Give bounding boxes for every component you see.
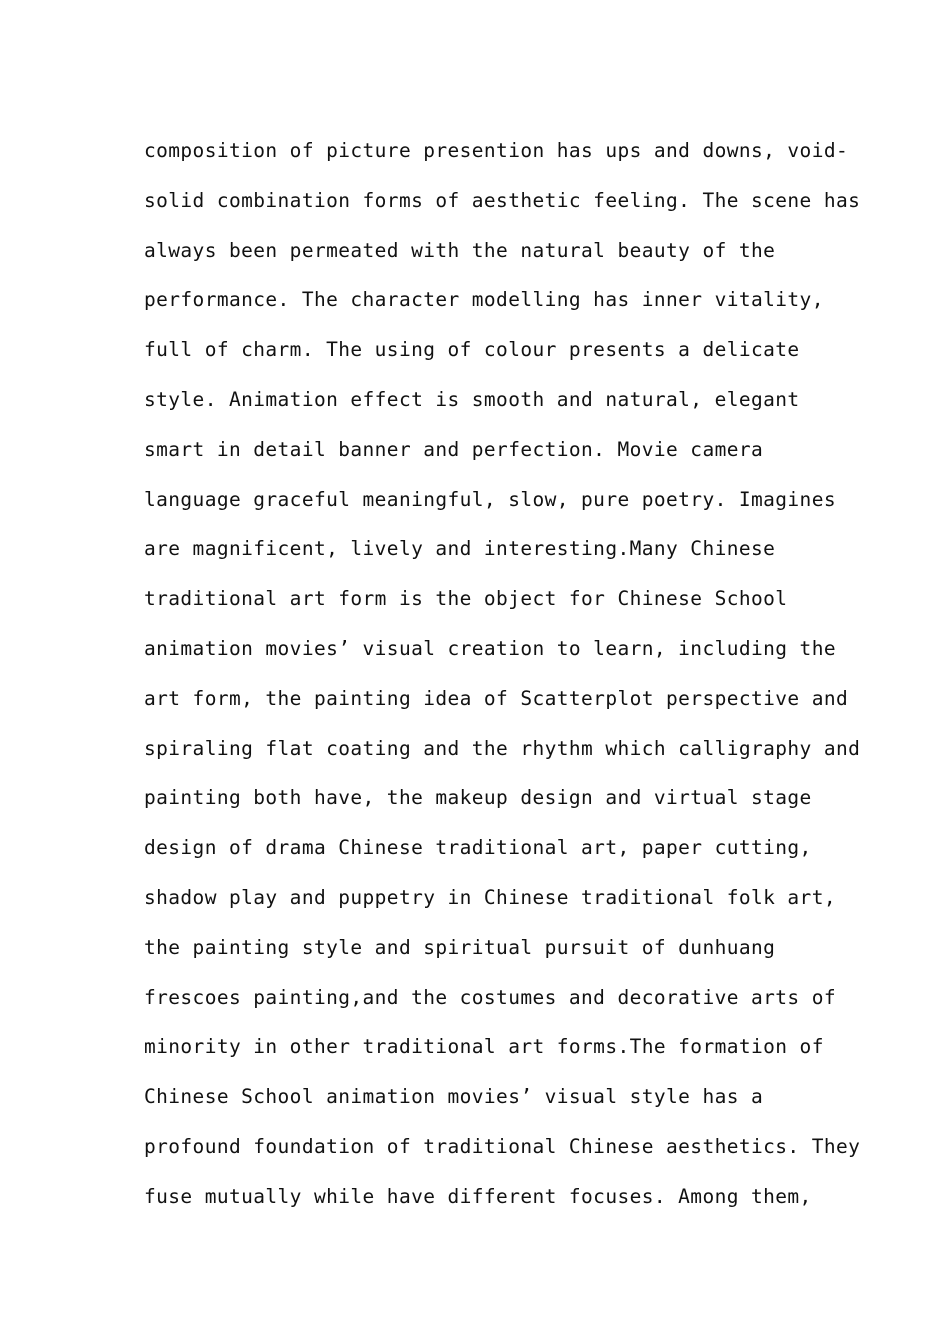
body-text bbox=[144, 126, 861, 1222]
text-line: Chinese School animation movies’ visual style has a bbox=[144, 1085, 764, 1109]
text-line: language graceful meaningful, slow, pure poetry. Imagines bbox=[144, 487, 836, 511]
text-line: traditional art form is the object for Chinese School bbox=[144, 587, 788, 611]
text-line: performance. The character modelling has inner vitality, bbox=[144, 288, 824, 312]
text-line: design of drama Chinese traditional art, paper cutting, bbox=[144, 836, 812, 860]
text-line: are magnificent, lively and interesting.Many Chinese bbox=[144, 537, 776, 561]
text-line: solid combination forms of aesthetic feeling. The scene has bbox=[144, 188, 861, 212]
text-line: shadow play and puppetry in Chinese traditional folk art, bbox=[144, 885, 836, 909]
text-line: always been permeated with the natural beauty of the bbox=[144, 238, 776, 262]
text-line: composition of picture presention has ups and downs, void- bbox=[144, 139, 849, 162]
text-line: painting both have, the makeup design and virtual stage bbox=[144, 786, 812, 810]
text-line: animation movies’ visual creation to learn, including the bbox=[144, 636, 836, 660]
text-line: art form, the painting idea of Scatterplot perspective and bbox=[144, 686, 849, 710]
text-line: style. Animation effect is smooth and natural, elegant bbox=[144, 387, 800, 411]
text-line: smart in detail banner and perfection. Movie camera bbox=[144, 437, 764, 461]
text-line: profound foundation of traditional Chinese aesthetics. They bbox=[144, 1134, 861, 1158]
text-line: fuse mutually while have different focuses. Among them, bbox=[144, 1184, 812, 1208]
text-line: the painting style and spiritual pursuit of dunhuang bbox=[144, 935, 776, 959]
text-line: frescoes painting,and the costumes and decorative arts of bbox=[144, 985, 836, 1009]
text-line: full of charm. The using of colour presents a delicate bbox=[144, 338, 800, 362]
text-line: minority in other traditional art forms.The formation of bbox=[144, 1035, 824, 1059]
text-line: spiraling flat coating and the rhythm which calligraphy and bbox=[144, 736, 861, 760]
